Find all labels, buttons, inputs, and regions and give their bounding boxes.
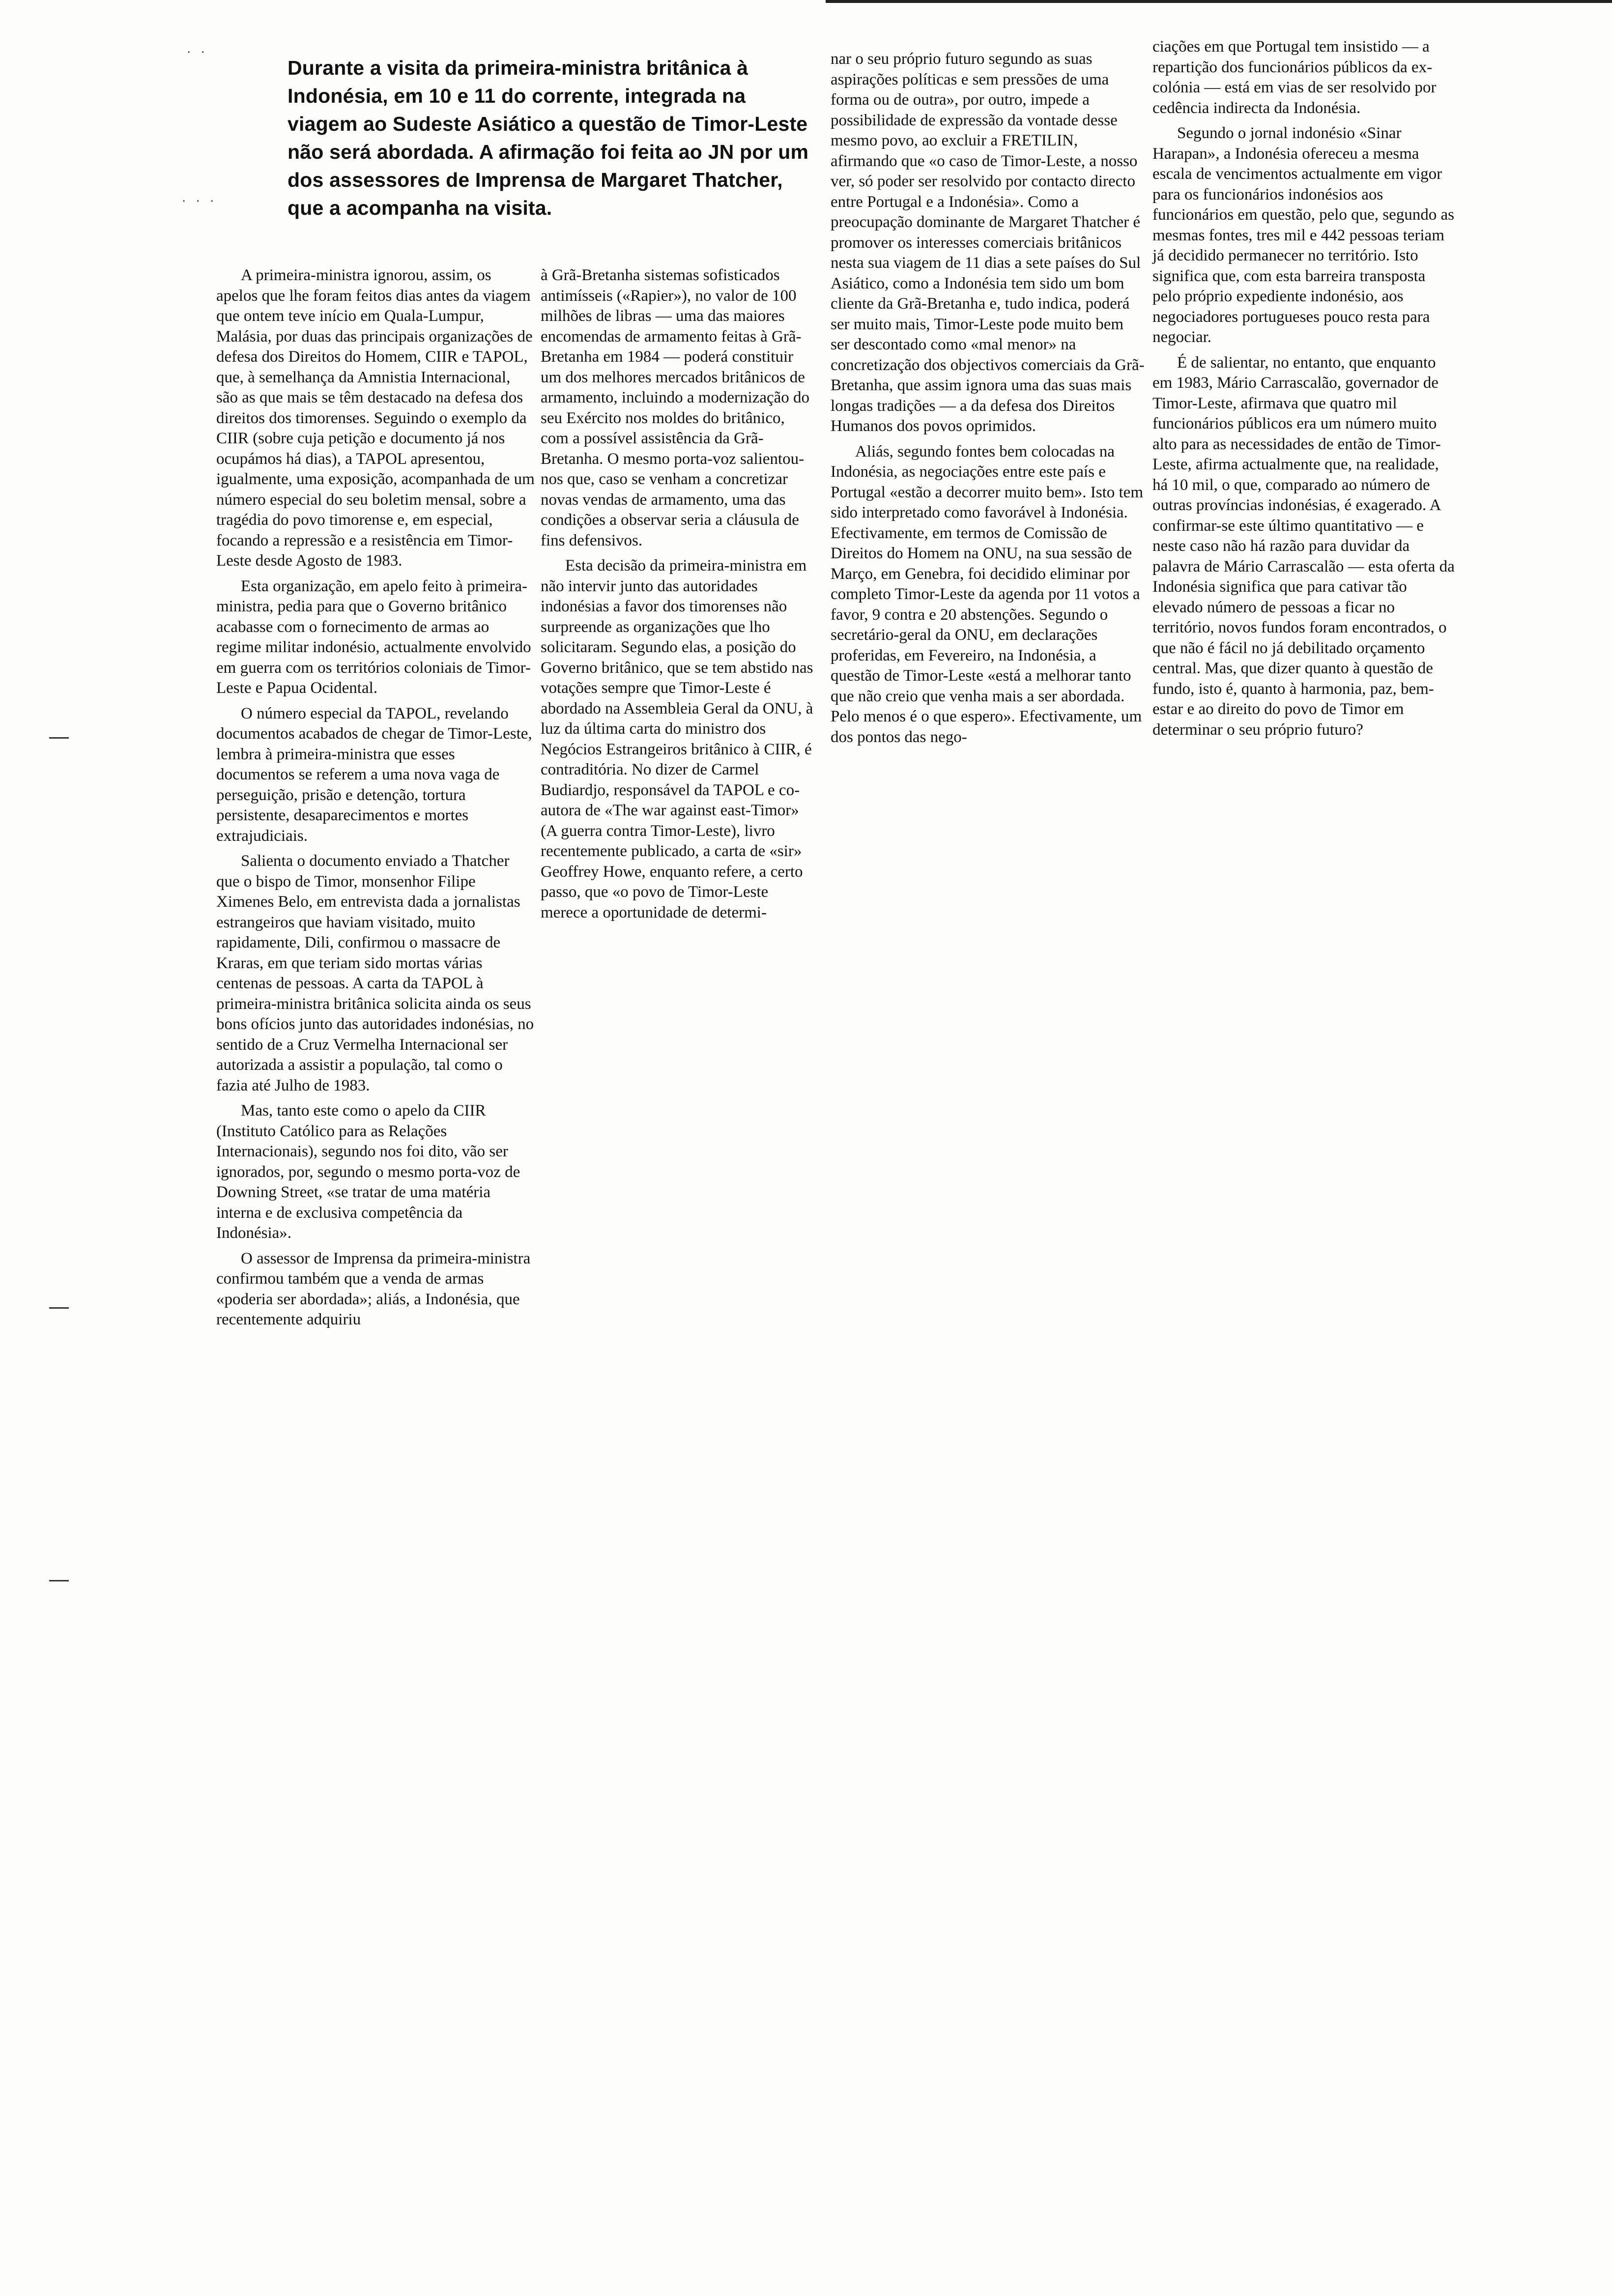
paragraph: Esta organização, em apelo feito à primeira-ministra, pedia para que o Governo britânico acabasse com o fornecimento de armas ao regime militar indonésio, actualmente envolvido em guerra com os territórios coloniais de Timor-Leste e Papua Ocidental. (216, 577, 531, 697)
paragraph: Aliás, segundo fontes bem colocadas na Indonésia, as negociações entre este país e Portugal «estão a decorrer muito bem». Isto tem sido interpretado como favorável à Indonésia. Efectivamente, em termos de Comissão de Direitos do Homem na ONU, na sua sessão de Março, em Genebra, foi decidido eliminar por completo Timor-Leste da agenda por 11 votos a favor, 9 contra e 20 abstenções. Segundo o secretário-geral da ONU, em declarações proferidas, em Fevereiro, na Indonésia, a questão de Timor-Leste «está a melhorar tanto que não creio que venha mais a ser abordada. Pelo menos é o que espero». Efectivamente, um dos pontos das nego- (831, 442, 1143, 746)
article-column-4 (1152, 37, 1457, 745)
paragraph: Mas, tanto este como o apelo da CIIR (Instituto Católico para as Relações Internacionais), segundo nos foi dito, vão ser ignorados, por, segundo o mesmo porta-voz de Downing Street, «se tratar de uma matéria interna e de exclusiva competência da Indonésia». (216, 1102, 520, 1242)
scan-speck: · · (187, 45, 208, 60)
paragraph: Segundo o jornal indonésio «Sinar Harapan», a Indonésia ofereceu a mesma escala de vencimentos actualmente em vigor para os funcionários indonésios aos funcionários em questão, pelo que, segundo as mesmas fontes, tres mil e 442 pessoas teriam já decidido permanecer no território. Isto significa que, com esta barreira transposta pelo próprio expediente indonésio, aos negociadores portugueses pouco resta para negociar. (1152, 124, 1455, 346)
scan-mark (49, 1580, 69, 1581)
scan-mark (49, 1307, 69, 1309)
scan-mark (49, 737, 69, 739)
paragraph: O número especial da TAPOL, revelando documentos acabados de chegar de Timor-Leste, lembra à primeira-ministra que esses documentos se referem a uma nova vaga de perseguição, prisão e detenção, tortura persistente, desaparecimentos e mortes extrajudiciais. (216, 704, 532, 845)
article-column-1 (216, 265, 536, 1335)
lead-paragraph: Durante a visita da primeira-ministra britânica à Indonésia, em 10 e 11 do corrente, integrada na viagem ao Sudeste Asiático a questão de Timor-Leste não será abordada. A afirmação foi feita ao JN por um dos assessores de Imprensa de Margaret Thatcher, que a acompanha na visita. (288, 57, 809, 219)
paragraph: O assessor de Imprensa da primeira-ministra confirmou também que a venda de armas «poderia ser abordada»; aliás, a Indonésia, que recentemente adquiriu (216, 1249, 531, 1328)
paragraph: ciações em que Portugal tem insistido — a repartição dos funcionários públicos da ex-colónia — está em vias de ser resolvido por cedência indirecta da Indonésia. (1152, 38, 1437, 117)
paragraph: nar o seu próprio futuro segundo as suas aspirações políticas e sem pressões de uma forma ou de outra», por outro, impede a possibilidade de expressão da vontade desse mesmo povo, ao excluir a FRETILIN, afirmando que «o caso de Timor-Leste, a nosso ver, só poder ser resolvido por contacto directo entre Portugal e a Indonésia». Como a preocupação dominante de Margaret Thatcher é promover os interesses comerciais britânicos nesta sua viagem de 11 dias a sete países do Sul Asiático, como a Indonésia tem sido um bom cliente da Grã-Bretanha e, tudo indica, poderá ser muito mais, Timor-Leste pode muito bem ser descontado como «mal menor» na concretização dos objectivos comerciais da Grã-Bretanha, que assim ignora uma das suas mais longas tradições — a da defesa dos Direitos Humanos dos povos oprimidos. (831, 50, 1145, 435)
paragraph: à Grã-Bretanha sistemas sofisticados antimísseis («Rapier»), no valor de 100 milhões de libras — uma das maiores encomendas de armamento feitas à Grã-Bretanha em 1984 — poderá constituir um dos melhores mercados britânicos de armamento, incluindo a modernização do seu Exército nos moldes do britânico, com a possível assistência da Grã-Bretanha. O mesmo porta-voz salientou-nos que, caso se venham a concretizar novas vendas de armamento, uma das condições a observar seria a cláusula de fins defensivos. (541, 266, 810, 549)
scan-speck: · · · (182, 194, 217, 209)
paragraph: É de salientar, no entanto, que enquanto em 1983, Mário Carrascalão, governador de Timor-Leste, afirmava que quatro mil funcionários públicos era um número muito alto para as necessidades de então de Timor-Leste, afirma actualmente que, na realidade, há 10 mil, o que, comparado ao número de outras províncias indonésias, é exagerado. A confirmar-se este último quantitativo — e neste caso não há razão para duvidar da palavra de Mário Carrascalão — esta oferta da Indonésia significa que para cativar tão elevado número de pessoas a ficar no território, novos fundos foram encontrados, o que não é fácil no já debilitado orçamento central. Mas, que dizer quanto à questão de fundo, isto é, quanto à harmonia, paz, bem-estar e ao direito do povo de Timor em determinar o seu próprio futuro? (1152, 353, 1455, 739)
top-rule (826, 0, 1612, 3)
paragraph: A primeira-ministra ignorou, assim, os apelos que lhe foram feitos dias antes da viagem que ontem teve início em Quala-Lumpur, Malásia, por duas das principais organizações de defesa dos Direitos do Homem, CIIR e TAPOL, que, à semelhança da Amnistia Internacional, são as que mais se têm destacado na defesa dos direitos dos timorenses. Seguindo o exemplo da CIIR (sobre cuja petição e documento já nos ocupámos há dias), a TAPOL apresentou, igualmente, uma exposição, acompanhada de um número especial do seu boletim mensal, sobre a tragédia do povo timorense e, em especial, focando a repressão e a resistência em Timor-Leste desde Agosto de 1983. (216, 266, 535, 570)
paragraph: Esta decisão da primeira-ministra em não intervir junto das autoridades indonésias a favor dos timorenses não surpreende as organizações que lho solicitaram. Segundo elas, a posição do Governo britânico, que se tem abstido nas votações sempre que Timor-Leste é abordado na Assembleia Geral da ONU, à luz da última carta do ministro dos Negócios Estrangeiros britânico à CIIR, é contraditória. No dizer de Carmel Budiardjo, responsável da TAPOL e co-autora de «The war against east-Timor» (A guerra contra Timor-Leste), livro recentemente publicado, a carta de «sir» Geoffrey Howe, enquanto refere, a certo passo, que «o povo de Timor-Leste merece a oportunidade de determi- (541, 557, 813, 921)
paragraph: Salienta o documento enviado a Thatcher que o bispo de Timor, monsenhor Filipe Ximenes Belo, em entrevista dada a jornalistas estrangeiros que haviam visitado, muito rapidamente, Dili, confirmou o massacre de Kraras, em que teriam sido mortas várias centenas de pessoas. A carta da TAPOL à primeira-ministra britânica solicita ainda os seus bons ofícios junto das autoridades indonésias, no sentido de a Cruz Vermelha Internacional ser autorizada a assistir a população, tal como o fazia até Julho de 1983. (216, 852, 534, 1094)
article-column-3 (831, 49, 1145, 752)
article-column-2 (541, 265, 816, 928)
